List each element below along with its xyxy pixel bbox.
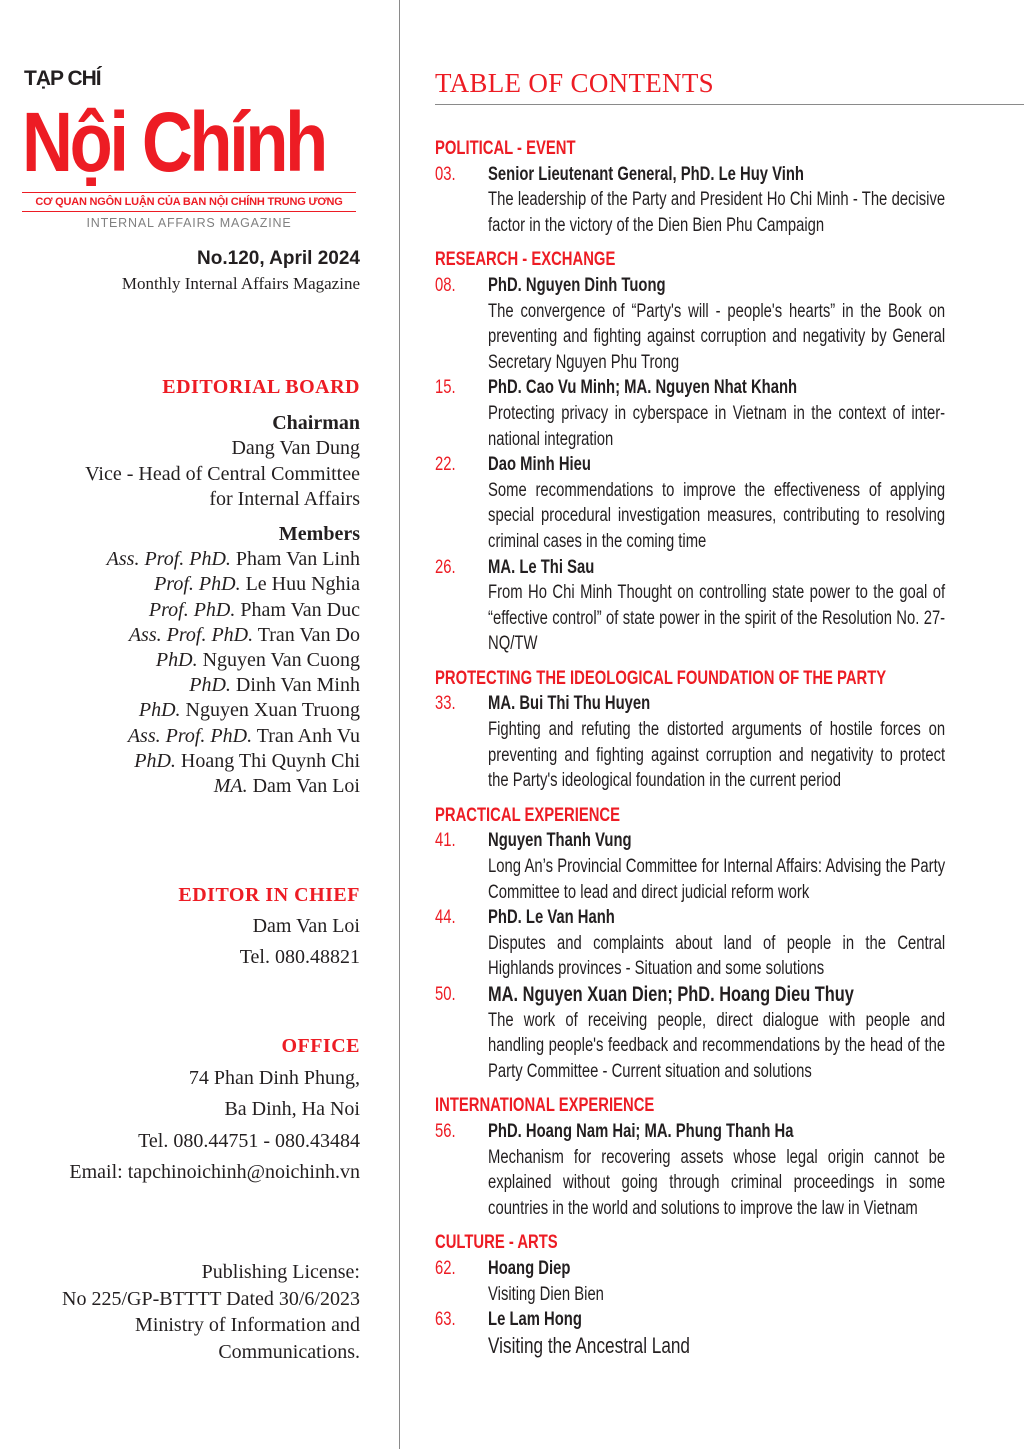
entry-title: The work of receiving people, direct dialogue with people and handling people's feedback and recommendations by the head of the Party Committee - Current situation and solutions: [488, 1009, 946, 1082]
toc-entry: [435, 273, 945, 375]
toc-section-heading: POLITICAL - EVENT: [435, 138, 576, 159]
member-item: [85, 749, 360, 774]
license-line: Communications.: [218, 1340, 360, 1363]
editor-name: Dam Van Loi: [252, 915, 360, 938]
entry-title: Some recommendations to improve the effectiveness of applying special procedural investigation measures, contributing to resolving criminal cases in the coming time: [488, 479, 946, 552]
page-number: 62.: [435, 1257, 456, 1279]
chairman-role: for Internal Affairs: [209, 487, 360, 510]
toc-entry: [435, 1256, 945, 1307]
entry-body: [488, 1119, 945, 1221]
masthead-logo: [22, 66, 362, 231]
entry-author: Senior Lieutenant General, PhD. Le Huy Vinh: [488, 163, 804, 185]
member-name: Nguyen Xuan Truong: [185, 699, 360, 722]
entry-author: Dao Minh Hieu: [488, 454, 591, 476]
entry-body: [488, 452, 945, 554]
toc-entry: [435, 905, 945, 982]
member-name: Dam Van Loi: [252, 775, 360, 798]
entry-body: [488, 828, 945, 905]
page-number: 15.: [435, 377, 456, 399]
entry-body: [488, 375, 945, 452]
page-number: 08.: [435, 274, 456, 296]
entry-body: [488, 555, 945, 657]
member-title: Ass. Prof. PhD.: [127, 724, 253, 747]
page-number: 44.: [435, 907, 456, 929]
entry-title: The convergence of “Party's will - people's hearts” in the Book on preventing and fighting against corruption and negativity by General Secretary Nguyen Phu Trong: [488, 300, 946, 373]
entry-title: Visiting Dien Bien: [488, 1283, 604, 1305]
office-tel: Tel. 080.44751 - 080.43484: [138, 1129, 360, 1152]
license-line: Ministry of Information and: [135, 1314, 360, 1336]
page-number: 63.: [435, 1309, 456, 1331]
toc-section-heading: PROTECTING THE IDEOLOGICAL FOUNDATION OF THE PARTY: [435, 667, 887, 689]
member-title: MA.: [213, 775, 248, 798]
entry-author: MA. Le Thi Sau: [488, 556, 595, 578]
entry-author: PhD. Hoang Nam Hai; MA. Phung Thanh Ha: [488, 1120, 794, 1142]
entry-author: MA. Nguyen Xuan Dien; PhD. Hoang Dieu Thuy: [488, 983, 854, 1006]
page-number: 41.: [435, 830, 456, 852]
toc-entry: [435, 1119, 945, 1221]
page-number: 50.: [435, 984, 456, 1005]
license-line: No 225/GP-BTTTT Dated 30/6/2023: [62, 1287, 360, 1310]
entry-author: PhD. Nguyen Dinh Tuong: [488, 274, 666, 296]
member-title: PhD.: [134, 749, 176, 772]
member-item: [85, 648, 360, 673]
entry-author: Le Lam Hong: [488, 1309, 582, 1331]
toc-section-heading: RESEARCH - EXCHANGE: [435, 249, 616, 271]
entry-title: From Ho Chi Minh Thought on controlling state power to the goal of “effective control” of state power in the spirit of the Resolution No. 27-NQ/TW: [488, 582, 946, 655]
office: [69, 1031, 360, 1189]
member-item: [85, 673, 360, 698]
member-title: PhD.: [138, 699, 181, 722]
editor-in-chief: [178, 883, 360, 971]
entry-body: [488, 982, 945, 1084]
member-name: Hoang Thi Quynh Chi: [180, 749, 360, 772]
toc-entry: [435, 162, 945, 239]
toc-entry: [435, 375, 945, 452]
toc-section-heading: INTERNATIONAL EXPERIENCE: [435, 1095, 655, 1117]
entry-title: Long An’s Provincial Committee for Internal Affairs: Advising the Party Committee to lead and direct judicial reform work: [488, 856, 946, 903]
column-divider: [399, 0, 400, 1449]
editor-tel: Tel. 080.48821: [239, 946, 360, 969]
members-label: Members: [278, 523, 360, 546]
member-name: Pham Van Duc: [240, 598, 360, 621]
member-name: Le Huu Nghia: [245, 573, 360, 596]
chairman-role: Vice - Head of Central Committee: [85, 462, 360, 485]
entry-body: [488, 162, 945, 239]
toc-title: TABLE OF CONTENTS: [435, 68, 714, 98]
publishing-license: [62, 1259, 360, 1365]
entry-body: [488, 1307, 945, 1358]
entry-title: Visiting the Ancestral Land: [488, 1332, 690, 1358]
entry-body: [488, 691, 945, 793]
toc-entry: [435, 691, 945, 793]
entry-author: Hoang Diep: [488, 1257, 571, 1279]
editorial-board: [85, 375, 360, 799]
member-item: [85, 598, 360, 623]
member-title: Ass. Prof. PhD.: [128, 623, 254, 646]
entry-author: PhD. Cao Vu Minh; MA. Nguyen Nhat Khanh: [488, 377, 798, 399]
member-title: PhD.: [189, 674, 231, 697]
member-name: Tran Anh Vu: [256, 724, 360, 747]
entry-title: Fighting and refuting the distorted arguments of hostile forces on preventing and fighting against corruption and negativity to protect the Party's ideological foundation in the current period: [488, 719, 946, 792]
entry-author: PhD. Le Van Hanh: [488, 907, 615, 929]
logo-brand: Nội Chính: [22, 95, 325, 189]
entry-body: [488, 1256, 945, 1307]
office-address: 74 Phan Dinh Phung,: [188, 1066, 360, 1089]
entry-author: MA. Bui Thi Thu Huyen: [488, 693, 651, 715]
member-title: Prof. PhD.: [148, 598, 236, 621]
entry-body: [488, 273, 945, 375]
member-item: [85, 572, 360, 597]
toc-entry: [435, 452, 945, 554]
logo-english: INTERNAL AFFAIRS MAGAZINE: [86, 216, 292, 230]
entry-title: Mechanism for recovering assets whose legal origin cannot be explained without going through criminal proceedings in some countries in the world and solutions to improve the law in Vietnam: [488, 1146, 946, 1219]
member-name: Dinh Van Minh: [235, 674, 360, 697]
entry-author: Nguyen Thanh Vung: [488, 830, 632, 852]
toc-section-heading: CULTURE - ARTS: [435, 1232, 558, 1254]
toc-section-heading: PRACTICAL EXPERIENCE: [435, 804, 621, 826]
member-item: [85, 774, 360, 799]
license-line: Publishing License:: [201, 1261, 360, 1283]
office-heading: OFFICE: [281, 1035, 360, 1057]
member-title: Prof. PhD.: [154, 573, 241, 596]
issue-info: [122, 246, 360, 296]
logo-prefix: TẠP CHÍ: [24, 67, 101, 90]
page-number: 56.: [435, 1120, 456, 1142]
office-address: Ba Dinh, Ha Noi: [224, 1098, 360, 1120]
member-title: PhD.: [155, 649, 198, 672]
entry-title: Disputes and complaints about land of people in the Central Highlands provinces - Situation and some solutions: [488, 932, 946, 980]
entry-title: Protecting privacy in cyberspace in Vietnam in the context of inter-national integration: [488, 402, 946, 450]
logo-slogan: CƠ QUAN NGÔN LUẬN CỦA BAN NỘI CHÍNH TRUNG ƯƠNG: [22, 192, 356, 212]
toc-entry: [435, 828, 945, 905]
toc-entry: [435, 555, 945, 657]
member-item: [85, 547, 360, 572]
entry-body: [488, 905, 945, 982]
toc-title-rule: [435, 104, 1024, 105]
member-item: [85, 698, 360, 723]
member-name: Pham Van Linh: [235, 548, 360, 571]
page-number: 22.: [435, 454, 456, 476]
member-item: [85, 724, 360, 749]
member-item: [85, 623, 360, 648]
editor-heading: EDITOR IN CHIEF: [178, 884, 360, 906]
entry-title: The leadership of the Party and President Ho Chi Minh - The decisive factor in the victory of the Dien Bien Phu Campaign: [488, 189, 946, 236]
issue-subtitle: Monthly Internal Affairs Magazine: [121, 274, 360, 294]
page-number: 33.: [435, 693, 456, 715]
toc-entry: [435, 1307, 945, 1358]
member-name: Nguyen Van Cuong: [202, 649, 360, 672]
page-number: 03.: [435, 163, 456, 185]
issue-number: No.120, April 2024: [197, 248, 360, 269]
office-email: Email: tapchinoichinh@noichinh.vn: [69, 1161, 360, 1183]
member-title: Ass. Prof. PhD.: [106, 548, 231, 571]
member-name: Tran Van Do: [257, 623, 360, 646]
table-of-contents: [435, 136, 945, 1358]
toc-entry: [435, 982, 945, 1084]
chairman-label: Chairman: [272, 412, 360, 435]
chairman-name: Dang Van Dung: [231, 437, 360, 460]
editorial-board-heading: EDITORIAL BOARD: [162, 376, 360, 398]
page-number: 26.: [435, 556, 456, 578]
members-list: [85, 547, 360, 799]
